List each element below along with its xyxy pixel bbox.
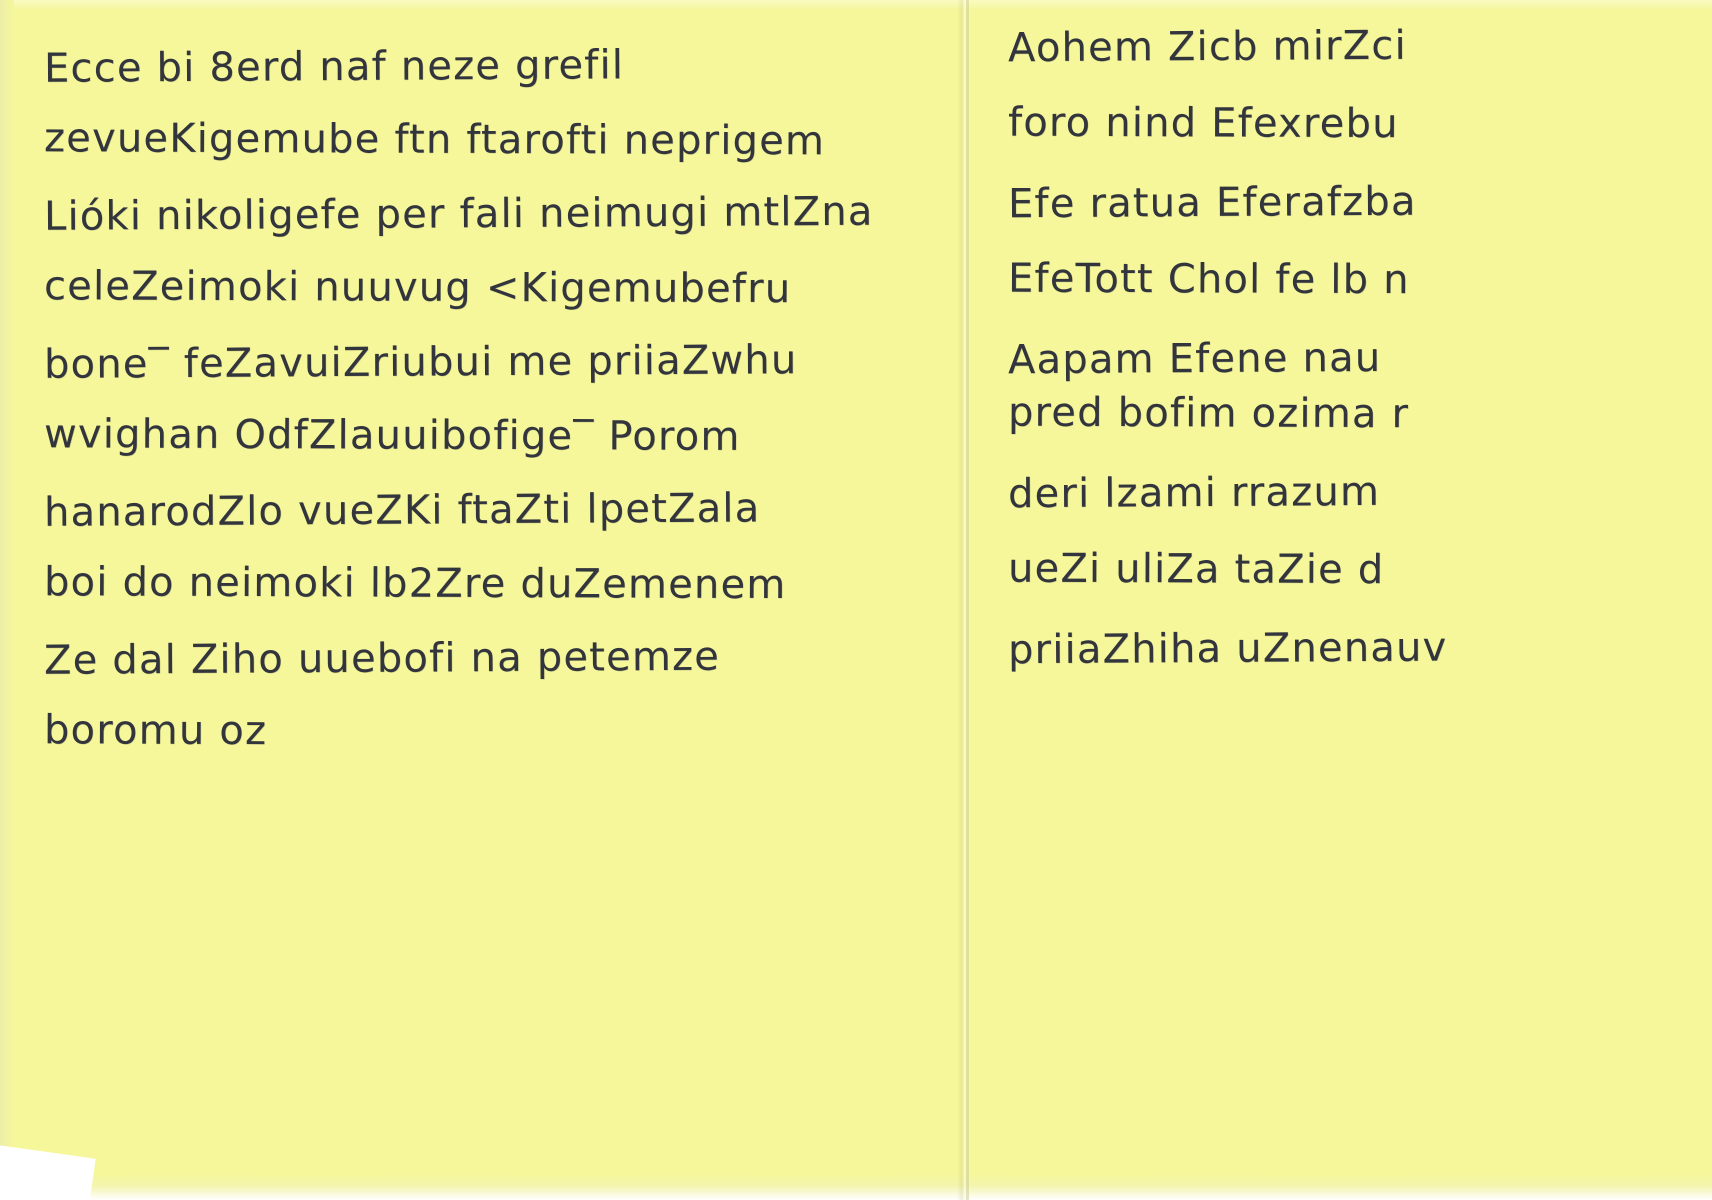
handwritten-line: Ecce bi 8erd naf neze grefil (43, 42, 625, 92)
handwritten-line: Lióki nikoligefe per fali neimugi mtlZna (43, 188, 874, 240)
page-fold-line (966, 0, 969, 1200)
paper-bottom-edge (0, 1174, 1712, 1200)
handwritten-line: boi do neimoki lb2Zre duZemenem (43, 559, 787, 609)
paper-top-edge (0, 0, 1712, 10)
handwritten-line: foro nind Efexrebu (1007, 99, 1399, 148)
handwritten-line: hanarodZlo vueZKi ftaZti lpetZala (43, 485, 761, 536)
handwritten-line: celeZeimoki nuuvug <Kigemubefru (43, 263, 792, 313)
handwritten-line: EfeTott Chol fe lb n (1007, 255, 1410, 304)
handwritten-line: wvighan OdfZlauuibofige‾ Porom (43, 411, 741, 460)
handwritten-line: Aapam Efene nau (1007, 334, 1382, 384)
handwritten-line: bone‾ feZavuiZriubui me priiaZwhu (43, 337, 798, 388)
handwritten-line: ueZi uliZa taZie d (1007, 545, 1385, 594)
right-page-text-block (1007, 22, 1712, 706)
handwritten-line: Aohem Zicb mirZci (1007, 22, 1407, 72)
handwritten-line: pred bofim ozima r (1007, 389, 1410, 438)
paper-left-edge (0, 0, 14, 1200)
handwritten-line: boromu oz (43, 707, 268, 755)
handwritten-line: priiaZhiha uZnenauv (1007, 624, 1448, 674)
handwritten-line: zevueKigemube ftn ftarofti neprigem (43, 115, 826, 165)
left-page-text-block (43, 42, 964, 786)
handwritten-line: Efe ratua Eferafzba (1007, 178, 1417, 228)
handwritten-line: deri lzami rrazum (1007, 468, 1381, 518)
handwritten-line: Ze dal Ziho uuebofi na petemze (43, 633, 721, 684)
